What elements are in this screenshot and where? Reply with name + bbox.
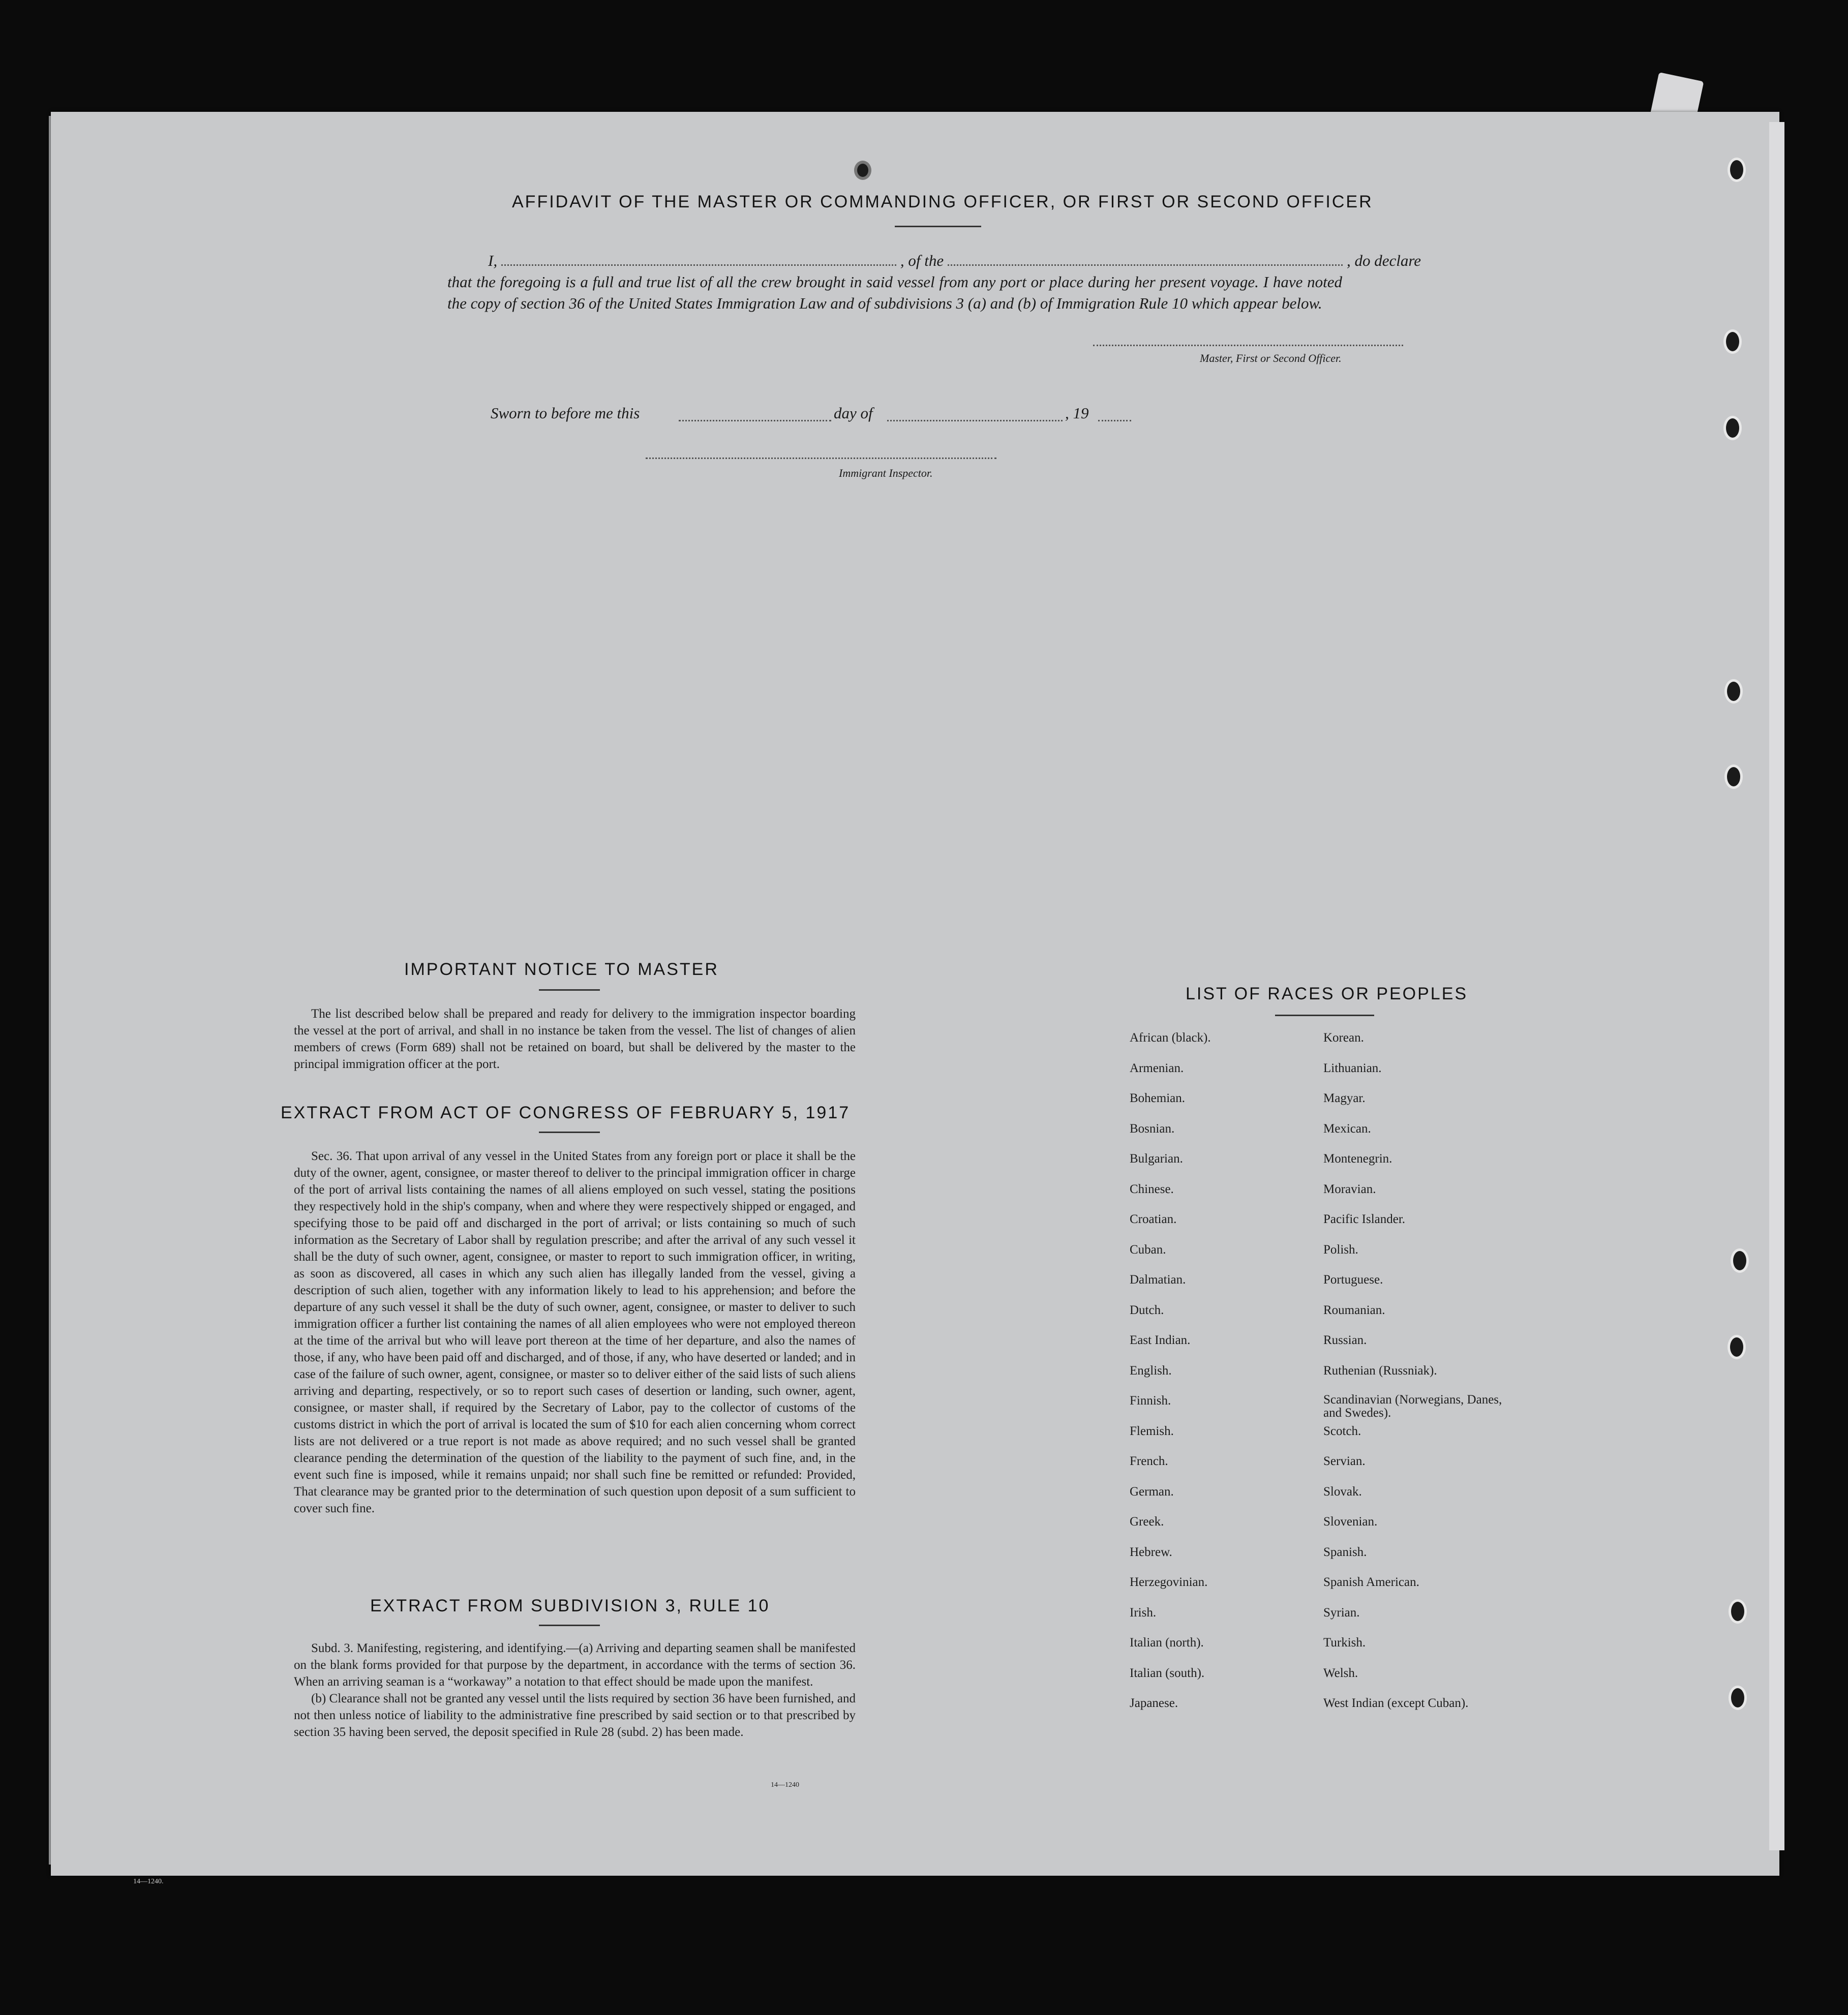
master-signature-caption: Master, First or Second Officer. xyxy=(1200,352,1342,364)
do-declare-label: , do declare xyxy=(1346,252,1421,269)
races-left-column xyxy=(1130,1030,1323,1726)
sworn-day-blank[interactable] xyxy=(679,420,831,421)
race-item: Mexican. xyxy=(1323,1121,1371,1136)
title-underline xyxy=(895,226,981,227)
races-title: LIST OF RACES OR PEOPLES xyxy=(1186,984,1468,1003)
race-item: Bosnian. xyxy=(1130,1121,1175,1136)
race-item: Polish. xyxy=(1323,1242,1358,1257)
race-item: Herzegovinian. xyxy=(1130,1575,1208,1589)
i-label: I, xyxy=(488,252,498,269)
punch-hole-icon xyxy=(854,161,871,180)
race-item: Croatian. xyxy=(1130,1212,1177,1226)
of-the-label: , of the xyxy=(900,252,944,269)
inspector-signature-line[interactable] xyxy=(646,457,996,459)
rule-extract-underline xyxy=(539,1625,600,1626)
binder-hole-icon xyxy=(1724,679,1743,704)
race-item: Cuban. xyxy=(1130,1242,1166,1257)
declaration-line xyxy=(447,250,1421,271)
rule-extract-text xyxy=(294,1640,856,1741)
races-underline xyxy=(1275,1015,1374,1016)
race-item: Flemish. xyxy=(1130,1424,1174,1438)
race-item: Armenian. xyxy=(1130,1061,1184,1075)
sworn-month-blank[interactable] xyxy=(887,420,1063,421)
race-item: East Indian. xyxy=(1130,1333,1191,1347)
act-extract-text xyxy=(294,1148,856,1517)
sworn-year-blank[interactable] xyxy=(1098,420,1131,421)
race-item: Greek. xyxy=(1130,1515,1164,1529)
race-item: Irish. xyxy=(1130,1605,1157,1620)
race-item: Hebrew. xyxy=(1130,1545,1172,1559)
race-item: Scotch. xyxy=(1323,1424,1361,1438)
race-item: Syrian. xyxy=(1323,1605,1360,1620)
race-item: African (black). xyxy=(1130,1031,1211,1045)
notice-title: IMPORTANT NOTICE TO MASTER xyxy=(404,960,719,979)
notice-text xyxy=(294,1005,856,1073)
race-item: French. xyxy=(1130,1454,1168,1468)
page-edge xyxy=(1769,122,1784,1850)
race-item: Spanish. xyxy=(1323,1545,1367,1559)
race-item: Japanese. xyxy=(1130,1696,1178,1710)
race-item: Welsh. xyxy=(1323,1666,1358,1680)
affidavit-body: that the foregoing is a full and true list of all the crew brought in said vessel from any port or place during her present voyage. I have noted the copy of section 36 of the United States Immigration Law and of subdivisions 3 (a) and (b) of Immigration Rule 10 which appear below. xyxy=(447,273,1342,312)
race-item: Servian. xyxy=(1323,1454,1366,1468)
binder-hole-icon xyxy=(1731,1248,1749,1273)
race-item: Finnish. xyxy=(1130,1394,1171,1408)
subdivision-a-paragraph: Subd. 3. Manifesting, registering, and identifying.—(a) Arriving and departing seamen shall be manifested on the blank forms provided for that purpose by the department, in accordance with the terms of section 36. When an arriving seaman is a “workaway” a notation to that effect should be made upon the manifest. xyxy=(294,1641,856,1689)
race-item: Bulgarian. xyxy=(1130,1152,1183,1166)
binder-hole-icon xyxy=(1729,1686,1747,1710)
act-extract-underline xyxy=(539,1132,600,1133)
race-item: Spanish American. xyxy=(1323,1575,1419,1589)
binder-hole-icon xyxy=(1728,1335,1746,1359)
race-item: English. xyxy=(1130,1363,1172,1378)
binder-hole-icon xyxy=(1723,416,1742,440)
race-item: West Indian (except Cuban). xyxy=(1323,1696,1469,1710)
section-36-paragraph: Sec. 36. That upon arrival of any vessel in the United States from any foreign port or place it shall be the duty of the owner, agent, consignee, or master thereof to deliver to the principal immigration officer in charge of the port of arrival lists containing the names of all aliens employed on such vessel, stating the positions they respectively hold in the ship's company, when and where they were respectively shipped or engaged, and specifying those to be paid off and discharged in the port of arrival; or lists containing so much of such information as the Secretary of Labor shall by regulation prescribe; and after the arrival of any such vessel it shall be the duty of such owner, agent, consignee, or master to report to such immigration officer, in writing, as soon as discovered, all cases in which any such alien has illegally landed from the vessel, giving a description of such alien, together with any information likely to lead to his apprehension; and before the departure of any such vessel it shall be the duty of such owner, agent, consignee, or master to deliver to such immigration officer a further list containing the names of all alien employees who were not employed thereon at the time of the arrival but who will leave port thereon at the time of her departure, and also the names of those, if any, who have been paid off and discharged, and of those, if any, who have deserted or landed; and in case of the failure of such owner, agent, consignee, or master so to deliver either of the said lists of such aliens arriving and departing, respectively, or so to report such cases of desertion or landing, such owner, agent, consignee, or master shall, if required by the Secretary of Labor, pay to the collector of customs of the customs district in which the port of arrival is located the sum of $10 for each alien concerning whom correct lists are not delivered or a true report is not made as above required; and no such vessel shall be granted clearance pending the determination of the question of the liability to the payment of such fine, and, in the event such fine is imposed, while it remains unpaid; nor shall such fine be remitted or refunded: Provided, That clearance may be granted prior to the determination of such question upon deposit of a sum sufficient to cover such fine. xyxy=(294,1149,856,1515)
inspector-caption: Immigrant Inspector. xyxy=(839,467,933,479)
race-item: Turkish. xyxy=(1323,1636,1366,1650)
bottom-form-number: 14—1240. xyxy=(133,1878,164,1885)
affidavit-title: AFFIDAVIT OF THE MASTER OR COMMANDING OFFICER, OR FIRST OR SECOND OFFICER xyxy=(512,192,1373,211)
sworn-before-label: Sworn to before me this xyxy=(491,404,640,422)
race-item: Dutch. xyxy=(1130,1303,1164,1317)
binder-hole-icon xyxy=(1728,158,1746,182)
race-item: Italian (north). xyxy=(1130,1636,1204,1650)
race-item: Slovenian. xyxy=(1323,1515,1378,1529)
master-signature-line[interactable] xyxy=(1093,345,1403,346)
name-blank[interactable] xyxy=(501,253,896,266)
race-item: Slovak. xyxy=(1323,1484,1362,1499)
race-item: German. xyxy=(1130,1484,1174,1499)
act-extract-title: EXTRACT FROM ACT OF CONGRESS OF FEBRUARY 5, 1917 xyxy=(281,1103,851,1122)
race-item: Scandinavian (Norwegians, Danes, and Swedes). xyxy=(1323,1393,1502,1420)
race-item: Chinese. xyxy=(1130,1182,1174,1196)
race-item: Italian (south). xyxy=(1130,1666,1205,1680)
race-item: Bohemian. xyxy=(1130,1091,1186,1105)
vessel-blank[interactable] xyxy=(948,253,1343,266)
race-item: Lithuanian. xyxy=(1323,1061,1382,1075)
race-item: Korean. xyxy=(1323,1031,1364,1045)
race-item: Moravian. xyxy=(1323,1182,1376,1196)
race-item: Montenegrin. xyxy=(1323,1152,1392,1166)
binder-hole-icon xyxy=(1729,1599,1747,1624)
notice-paragraph: The list described below shall be prepared and ready for delivery to the immigration inspector boarding the vessel at the port of arrival, and shall in no instance be taken from the vessel. The list of changes of alien members of crews (Form 689) shall not be retained on board, but shall be delivered by the master to the principal immigration officer at the port. xyxy=(294,1007,856,1071)
race-item: Russian. xyxy=(1323,1333,1367,1347)
subdivision-b-paragraph: (b) Clearance shall not be granted any vessel until the lists required by section 36 have been furnished, and not then unless notice of liability to the administrative fine prescribed by said section or to that prescribed by section 35 having been served, the deposit specified in Rule 28 (subd. 2) has been made. xyxy=(294,1692,856,1739)
year-label: , 19 xyxy=(1065,404,1089,422)
rule-extract-title: EXTRACT FROM SUBDIVISION 3, RULE 10 xyxy=(370,1596,770,1615)
form-number: 14—1240 xyxy=(771,1781,799,1789)
race-item: Dalmatian. xyxy=(1130,1273,1186,1287)
notice-underline xyxy=(539,989,600,991)
race-item: Magyar. xyxy=(1323,1091,1366,1105)
race-item: Ruthenian (Russniak). xyxy=(1323,1363,1437,1378)
day-of-label: day of xyxy=(834,404,873,422)
binder-hole-icon xyxy=(1724,765,1743,789)
races-right-column xyxy=(1323,1030,1547,1726)
race-item: Roumanian. xyxy=(1323,1303,1385,1317)
race-item: Portuguese. xyxy=(1323,1273,1383,1287)
binder-hole-icon xyxy=(1723,329,1742,354)
affidavit-text xyxy=(447,250,1421,314)
race-item: Pacific Islander. xyxy=(1323,1212,1406,1226)
